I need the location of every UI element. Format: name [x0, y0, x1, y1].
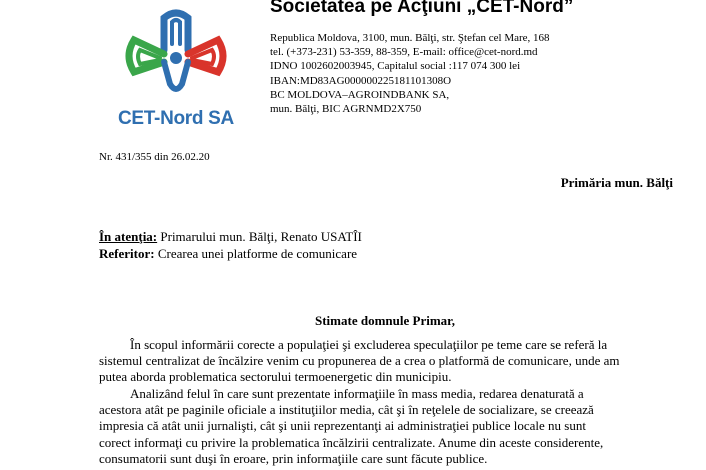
- company-logo: [112, 4, 240, 130]
- document-number: Nr. 431/355 din 26.02.20: [99, 151, 210, 163]
- subject-value: Crearea unei platforme de comunicare: [154, 246, 358, 261]
- paragraph-line: putea aborda problematica sectorului termoenergetic din municipiu.: [99, 369, 452, 385]
- greeting: Stimate domnule Primar,: [315, 313, 455, 328]
- subject-line: [99, 245, 362, 262]
- bic-line: mun. Bălţi, BIC AGRNMD2X750: [270, 102, 422, 115]
- paragraph-1: [99, 337, 674, 386]
- company-details: [270, 31, 550, 116]
- paragraph-2: [99, 386, 674, 467]
- contact-line: tel. (+373-231) 53-359, 88-359, E-mail: office@cet-nord.md: [270, 46, 538, 59]
- paragraph-line: Analizând felul în care sunt prezentate informaţiile în mass media, redarea denaturată a: [130, 386, 584, 401]
- paragraph-line: impresia că atât unii jurnalişti, cât şi unii reprezentanţi ai administraţiei publice locale nu sunt: [99, 418, 586, 434]
- recipient: Primăria mun. Bălţi: [560, 175, 673, 190]
- logo-text: CET-Nord SA: [118, 108, 234, 129]
- attention-value: Primarului mun. Bălţi, Renato USATÎI: [157, 229, 362, 244]
- paragraph-line: În scopul informării corecte a populaţiei şi excluderea speculaţiilor pe teme care se referă la: [130, 337, 608, 352]
- idno-line: IDNO 1002602003945, Capitalul social :117 074 300 lei: [270, 60, 521, 73]
- company-name: Societatea pe Acţiuni „CET-Nord”: [270, 0, 574, 17]
- iban-line: IBAN:MD83AG000000225181101308O: [270, 74, 452, 87]
- paragraph-line: consumatorii sunt duşi în eroare, prin informaţiile care sunt făcute publice.: [99, 450, 488, 466]
- attention-line: [99, 228, 362, 245]
- address-line: Republica Moldova, 3100, mun. Bălţi, str. Ştefan cel Mare, 168: [270, 32, 550, 44]
- bank-line: BC MOLDOVA–AGROINDBANK SA,: [270, 88, 450, 101]
- paragraph-line: acestora atât pe paginile oficiale a instituţiilor media, cât şi în reţelele de socializare, se creează: [99, 402, 594, 418]
- logo-emblem-icon: [120, 4, 232, 104]
- attention-label: În atenţia:: [99, 229, 158, 244]
- paragraph-line: corect informaţi cu privire la problematica încălzirii centralizate. Anume din aceste considerente,: [99, 434, 604, 450]
- subject-label: Referitor:: [99, 246, 155, 261]
- addressee-block: [99, 228, 362, 262]
- paragraph-line: sistemul centralizat de încălzire venim cu propunerea de a crea o platformă de comunicare, unde am: [99, 353, 620, 369]
